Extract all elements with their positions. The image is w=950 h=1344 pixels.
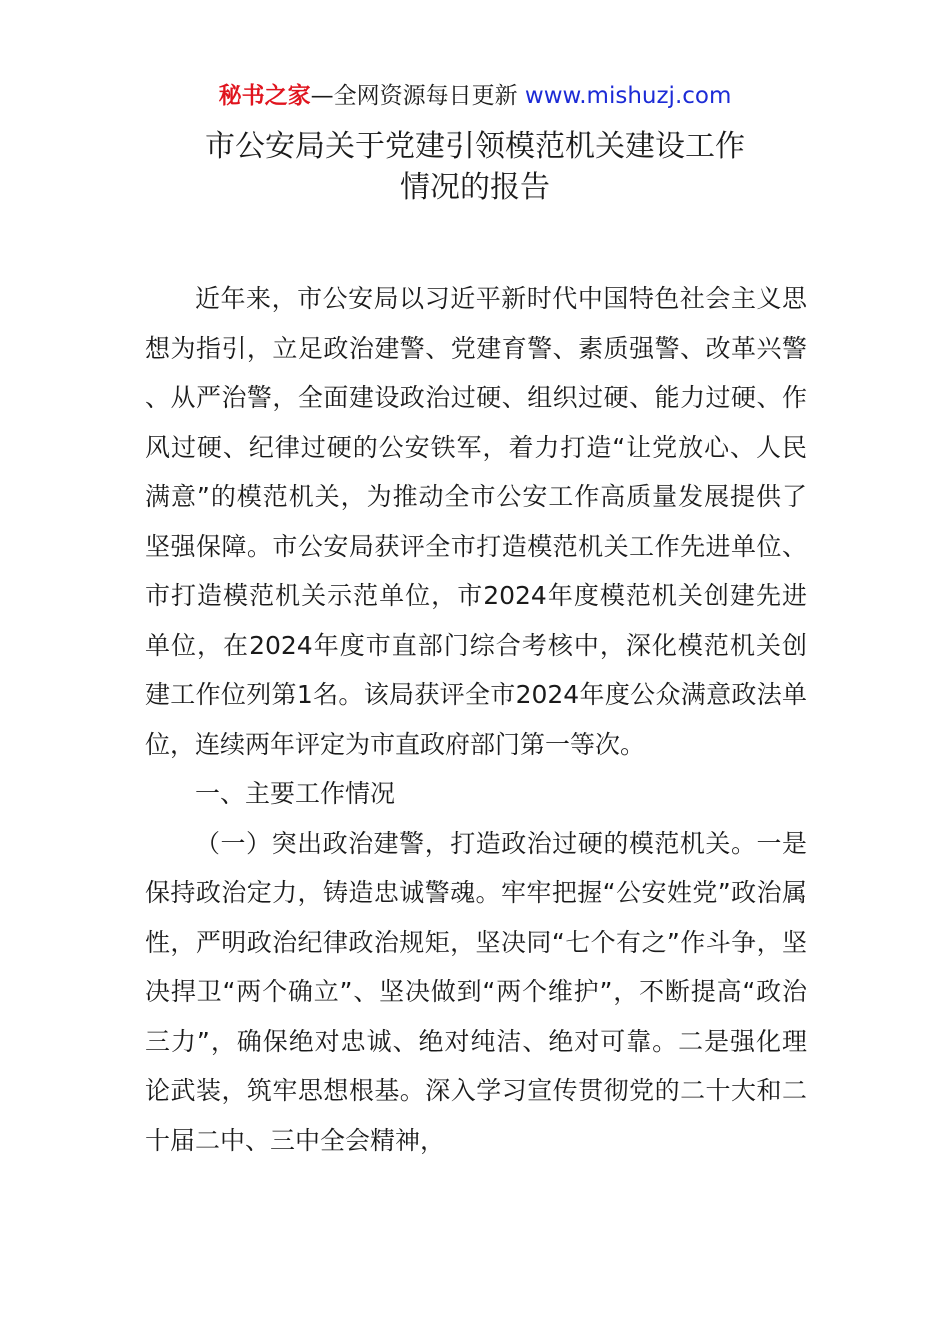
- site-url-link[interactable]: www.mishuzj.com: [524, 83, 732, 109]
- brand-name: 秘书之家: [218, 83, 311, 109]
- header-tagline: —全网资源每日更新: [310, 83, 525, 109]
- document-title: [0, 126, 950, 208]
- document-title-line-2: 情况的报告: [400, 170, 550, 205]
- document-body: [145, 274, 807, 1165]
- site-header: [0, 80, 950, 112]
- document-title-line-1: 市公安局关于党建引领模范机关建设工作: [205, 129, 745, 164]
- intro-paragraph: 近年来，市公安局以习近平新时代中国特色社会主义思想为指引，立足政治建警、党建育警、素质强警、改革兴警、从严治警，全面建设政治过硬、组织过硬、能力过硬、作风过硬、纪律过硬的公安铁军，着力打造“让党放心、人民满意”的模范机关，为推动全市公安工作高质量发展提供了坚强保障。市公安局获评全市打造模范机关工作先进单位、市打造模范机关示范单位，市2024年度模范机关创建先进单位，在2024年度市直部门综合考核中，深化模范机关创建工作位列第1名。该局获评全市2024年度公众满意政法单位，连续两年评定为市直政府部门第一等次。: [145, 284, 807, 759]
- subsection-paragraph: （一）突出政治建警，打造政治过硬的模范机关。一是保持政治定力，铸造忠诚警魂。牢牢把握“公安姓党”政治属性，严明政治纪律政治规矩，坚决同“七个有之”作斗争，坚决捍卫“两个确立”、坚决做到“两个维护”，不断提高“政治三力”，确保绝对忠诚、绝对纯洁、绝对可靠。二是强化理论武装，筑牢思想根基。深入学习宣传贯彻党的二十大和二十届二中、三中全会精神，: [145, 828, 807, 1155]
- section-heading: 一、主要工作情况: [195, 779, 396, 808]
